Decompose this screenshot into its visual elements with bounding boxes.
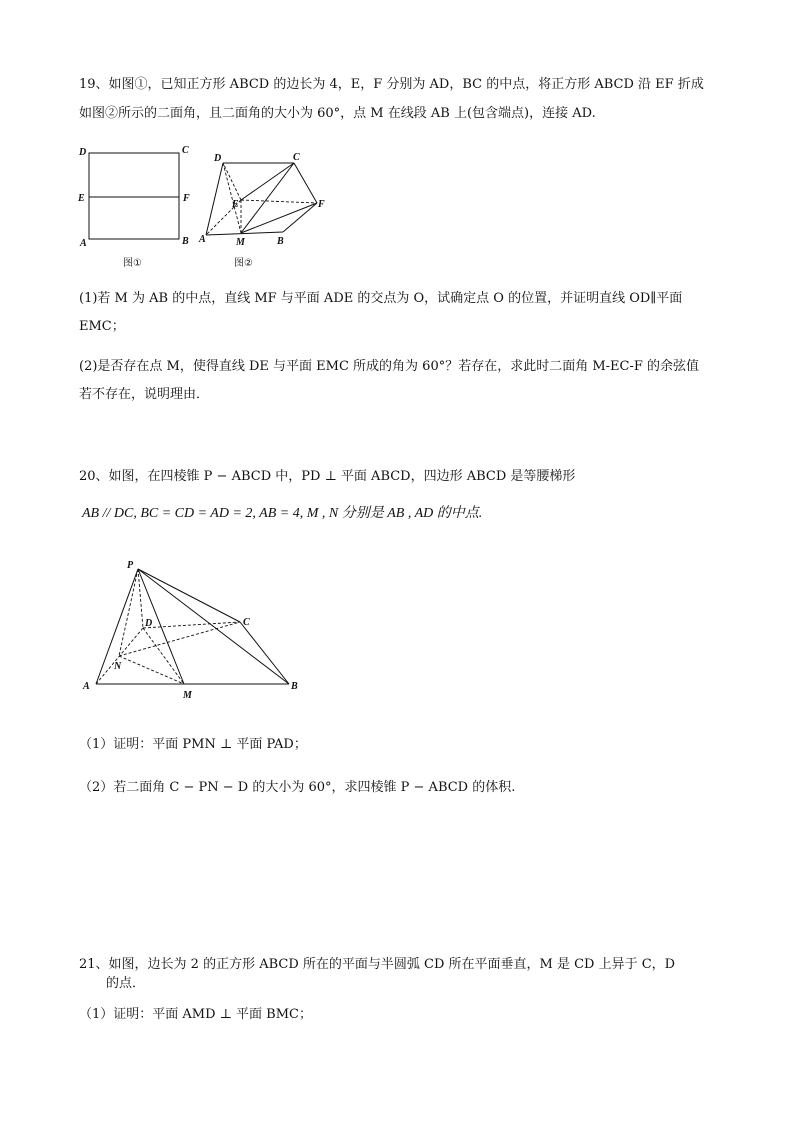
q19-part1-line2: EMC； xyxy=(79,319,125,334)
label-m2: M xyxy=(236,237,245,248)
edge-pc xyxy=(138,569,240,622)
label-f: F xyxy=(183,193,190,204)
label-p: P xyxy=(127,560,134,571)
label-c2: C xyxy=(293,152,300,163)
label-b2: B xyxy=(277,236,284,247)
edge-cb xyxy=(240,622,289,684)
q19-line1: 19、如图①，已知正方形 ABCD 的边长为 4，E，F 分别为 AD，BC 的中点，将正方形 ABCD 沿 EF 折成 xyxy=(79,77,704,92)
q19-part2-line1: (2)是否存在点 M，使得直线 DE 与平面 EMC 所成的角为 60°？若存在，求此时二面角 M-EC-F 的余弦值 xyxy=(79,359,700,374)
edge-dc-hidden xyxy=(143,622,240,628)
label-b: B xyxy=(291,681,298,692)
q21-part1: （1）证明：平面 AMD ⊥ 平面 BMC； xyxy=(79,1007,312,1022)
label-d: D xyxy=(79,147,87,158)
label-d2: D xyxy=(214,153,222,164)
label-e: E xyxy=(78,193,85,204)
label-a: A xyxy=(80,238,87,249)
label-a2: A xyxy=(199,234,206,245)
q21-line2: 的点． xyxy=(106,976,146,991)
label-n: N xyxy=(114,661,122,672)
q20-line2: AB // DC, BC = CD = AD = 2, AB = 4, M , N 分别是 AB , AD 的中点. xyxy=(82,506,483,521)
q20-part1: （1）证明：平面 PMN ⊥ 平面 PAD； xyxy=(79,737,307,752)
label-b: B xyxy=(182,236,189,247)
caption-fig1: 图① xyxy=(123,258,142,269)
q21-line1: 21、如图，边长为 2 的正方形 ABCD 所在的平面与半圆弧 CD 所在平面垂直，M 是 CD 上异于 C，D xyxy=(79,957,676,972)
label-c: C xyxy=(243,617,250,628)
edge-dm-hidden xyxy=(143,628,184,684)
label-f2: F xyxy=(318,199,325,210)
label-c: C xyxy=(182,145,189,156)
q19-line2: 如图②所示的二面角，且二面角的大小为 60°，点 M 在线段 AB 上(包含端点)，连接 AD. xyxy=(79,106,596,121)
edge-pd-hidden xyxy=(138,569,143,628)
label-a: A xyxy=(83,681,90,692)
edge-nc-hidden xyxy=(119,622,240,656)
q19-part1-line1: (1)若 M 为 AB 的中点，直线 MF 与平面 ADE 的交点为 O，试确定点 O 的位置，并证明直线 OD∥平面 xyxy=(79,291,683,306)
label-e2: E xyxy=(232,199,239,210)
q20-part2: （2）若二面角 C − PN − D 的大小为 60°，求四棱锥 P − ABCD 的体积. xyxy=(79,780,516,795)
label-m: M xyxy=(183,690,192,701)
q20-line1: 20、如图，在四棱锥 P − ABCD 中，PD ⊥ 平面 ABCD，四边形 ABCD 是等腰梯形 xyxy=(79,469,576,484)
q19-part2-line2: 若不存在，说明理由． xyxy=(79,387,210,402)
caption-fig2: 图② xyxy=(234,258,253,269)
label-d: D xyxy=(145,618,153,629)
